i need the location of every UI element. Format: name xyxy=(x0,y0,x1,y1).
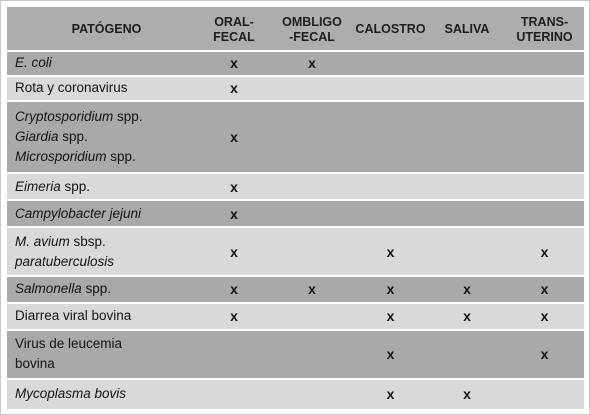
pathogen-name-line xyxy=(15,232,196,252)
route-cell: x xyxy=(272,276,352,303)
pathogen-name-line xyxy=(15,279,196,299)
route-cell: x xyxy=(352,379,429,409)
table-row xyxy=(7,173,584,200)
pathogen-name xyxy=(7,76,196,101)
route-cell xyxy=(272,200,352,227)
pathogen-name xyxy=(7,101,196,173)
header-row xyxy=(7,7,584,51)
table-row xyxy=(7,330,584,379)
pathogen-name-line xyxy=(15,334,196,354)
pathogen-name-line xyxy=(15,384,196,404)
route-cell xyxy=(352,173,429,200)
pathogen-name-line xyxy=(15,78,196,98)
table-row xyxy=(7,101,584,173)
pathogen-name-segment: spp. xyxy=(106,148,136,164)
route-cell xyxy=(352,51,429,76)
pathogen-name-segment: M. avium xyxy=(15,233,70,249)
route-cell: x xyxy=(196,227,272,276)
route-cell xyxy=(429,330,505,379)
route-cell: x xyxy=(429,276,505,303)
pathogen-name-line xyxy=(15,53,196,73)
route-cell: x xyxy=(196,200,272,227)
header-calostro: CALOSTRO xyxy=(352,7,429,51)
route-cell xyxy=(505,173,584,200)
pathogen-name-segment: E. coli xyxy=(15,55,52,71)
route-cell xyxy=(272,379,352,409)
pathogen-name-line xyxy=(15,127,196,147)
pathogen-name-line xyxy=(15,107,196,127)
pathogen-name-segment: Eimeria xyxy=(15,178,61,194)
pathogen-name-line xyxy=(15,177,196,197)
pathogen-name-segment: sbsp. xyxy=(69,233,106,249)
pathogen-name-segment: Salmonella xyxy=(15,281,82,297)
table-row xyxy=(7,51,584,76)
route-cell: x xyxy=(429,379,505,409)
transmission-table xyxy=(7,7,584,409)
route-cell xyxy=(505,76,584,101)
route-cell xyxy=(505,51,584,76)
route-cell: x xyxy=(196,276,272,303)
pathogen-name-line xyxy=(15,252,196,272)
route-cell: x xyxy=(352,330,429,379)
route-cell xyxy=(196,379,272,409)
table-row xyxy=(7,276,584,303)
pathogen-name-segment: Rota y coronavirus xyxy=(15,80,128,96)
header-trans-uterino: TRANS- UTERINO xyxy=(505,7,584,51)
table-row xyxy=(7,76,584,101)
route-cell xyxy=(352,76,429,101)
table-body xyxy=(7,51,584,409)
route-cell: x xyxy=(196,173,272,200)
route-cell xyxy=(429,76,505,101)
route-cell: x xyxy=(352,276,429,303)
route-cell xyxy=(505,200,584,227)
pathogen-name-segment: Microsporidium xyxy=(15,148,107,164)
pathogen-name-segment: Campylobacter jejuni xyxy=(15,205,142,221)
route-cell xyxy=(272,173,352,200)
pathogen-name-line xyxy=(15,204,196,224)
pathogen-name-segment: Virus de leucemia xyxy=(15,336,123,352)
table-row xyxy=(7,227,584,276)
table-row xyxy=(7,200,584,227)
route-cell xyxy=(272,101,352,173)
pathogen-name xyxy=(7,379,196,409)
pathogen-name-segment: spp. xyxy=(58,128,88,144)
pathogen-name xyxy=(7,276,196,303)
pathogen-name-segment: Cryptosporidium xyxy=(15,108,114,124)
pathogen-name-segment: spp. xyxy=(81,281,112,297)
pathogen-name-segment: Diarrea viral bovina xyxy=(15,308,132,324)
route-cell: x xyxy=(196,101,272,173)
pathogen-name-segment: Mycoplasma bovis xyxy=(15,386,127,402)
route-cell: x xyxy=(429,303,505,330)
route-cell: x xyxy=(196,51,272,76)
route-cell: x xyxy=(352,303,429,330)
route-cell xyxy=(196,330,272,379)
route-cell: x xyxy=(196,76,272,101)
route-cell xyxy=(272,76,352,101)
route-cell: x xyxy=(505,303,584,330)
route-cell: x xyxy=(505,227,584,276)
route-cell xyxy=(429,200,505,227)
route-cell: x xyxy=(272,51,352,76)
route-cell xyxy=(352,101,429,173)
pathogen-name-segment: Giardia xyxy=(15,128,59,144)
pathogen-name-segment: bovina xyxy=(15,356,55,372)
route-cell xyxy=(352,200,429,227)
route-cell: x xyxy=(505,276,584,303)
route-cell xyxy=(429,51,505,76)
route-cell xyxy=(272,303,352,330)
pathogen-name xyxy=(7,173,196,200)
pathogen-name xyxy=(7,200,196,227)
route-cell xyxy=(429,173,505,200)
pathogen-name-segment: paratuberculosis xyxy=(15,253,115,269)
route-cell xyxy=(429,227,505,276)
header-oral-fecal: ORAL- FECAL xyxy=(196,7,272,51)
header-patogeno: PATÓGENO xyxy=(7,7,196,51)
route-cell xyxy=(505,101,584,173)
pathogen-name-segment: spp. xyxy=(60,178,91,194)
route-cell xyxy=(429,101,505,173)
route-cell xyxy=(272,330,352,379)
pathogen-name-line xyxy=(15,306,196,326)
route-cell: x xyxy=(505,330,584,379)
table-row xyxy=(7,379,584,409)
pathogen-name xyxy=(7,303,196,330)
pathogen-name xyxy=(7,51,196,76)
header-saliva: SALIVA xyxy=(429,7,505,51)
route-cell xyxy=(505,379,584,409)
route-cell xyxy=(272,227,352,276)
pathogen-name-segment: spp. xyxy=(113,108,143,124)
pathogen-name-line xyxy=(15,147,196,167)
pathogen-name xyxy=(7,227,196,276)
table-row xyxy=(7,303,584,330)
pathogen-name xyxy=(7,330,196,379)
route-cell: x xyxy=(352,227,429,276)
route-cell: x xyxy=(196,303,272,330)
header-ombligo-fecal: OMBLIGO -FECAL xyxy=(272,7,352,51)
pathogen-name-line xyxy=(15,354,196,374)
